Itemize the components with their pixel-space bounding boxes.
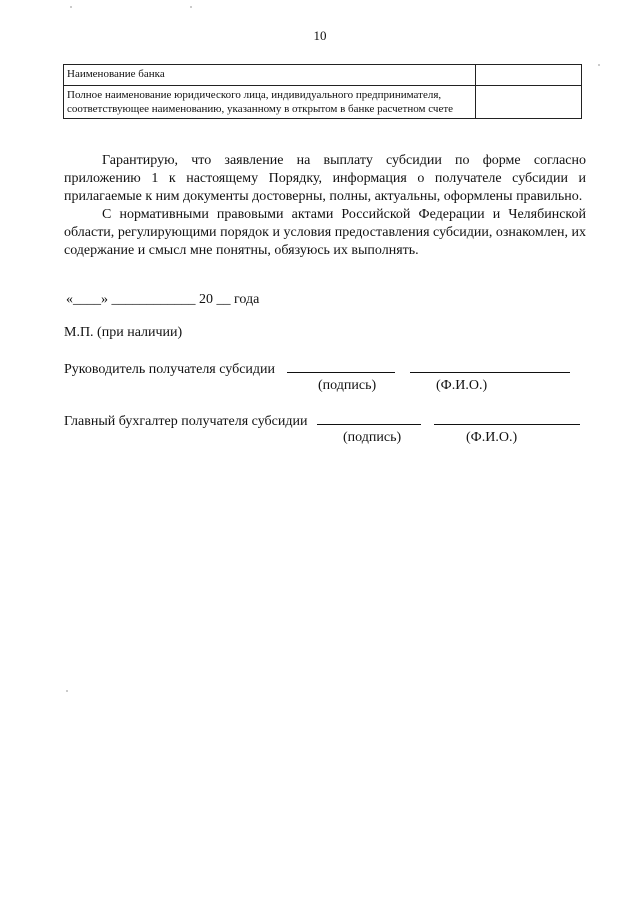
table-row — [64, 86, 582, 119]
stamp-note: М.П. (при наличии) — [64, 325, 183, 340]
scan-speck — [598, 64, 600, 66]
guarantee-text — [64, 152, 586, 260]
director-name-caption: (Ф.И.О.) — [436, 378, 488, 393]
bank-name-value — [476, 65, 582, 86]
director-role-label: Руководитель получателя субсидии — [64, 362, 276, 377]
scan-speck — [70, 6, 72, 8]
accountant-name-line — [434, 412, 580, 425]
acknowledgement-paragraph: С нормативными правовыми актами Российской Федерации и Челябинской области, регулирующими порядок и условия предоставления субсидии, ознакомлен, их содержание и смысл мне понятны, обязуюсь их выполнять. — [64, 207, 586, 258]
director-signature-line — [287, 360, 395, 373]
accountant-sign-caption: (подпись) — [343, 430, 402, 445]
accountant-role-label: Главный бухгалтер получателя субсидии — [64, 414, 308, 429]
scan-speck — [190, 6, 192, 8]
accountant-signature-row — [64, 412, 580, 430]
date-line: «____» ____________ 20 __ года — [66, 292, 260, 307]
director-name-line — [410, 360, 570, 373]
bank-info-table — [63, 64, 582, 119]
director-sign-caption: (подпись) — [318, 378, 377, 393]
accountant-name-caption: (Ф.И.О.) — [466, 430, 518, 445]
director-signature-row — [64, 360, 570, 378]
accountant-signature-line — [317, 412, 421, 425]
scan-speck — [66, 690, 68, 692]
guarantee-paragraph: Гарантирую, что заявление на выплату субсидии по форме согласно приложению 1 к настоящему Порядку, информация о получателе субсидии и прилагаемые к ним документы достоверны, полны, актуальны, оформлены правильно. — [64, 153, 586, 204]
bank-name-label: Наименование банка — [64, 65, 476, 86]
table-row — [64, 65, 582, 86]
page-number: 10 — [313, 28, 327, 43]
entity-full-name-value — [476, 86, 582, 119]
entity-full-name-label: Полное наименование юридического лица, индивидуального предпринимателя, соответствующее наименованию, указанному в открытом в банке расчетном счете — [64, 86, 476, 119]
